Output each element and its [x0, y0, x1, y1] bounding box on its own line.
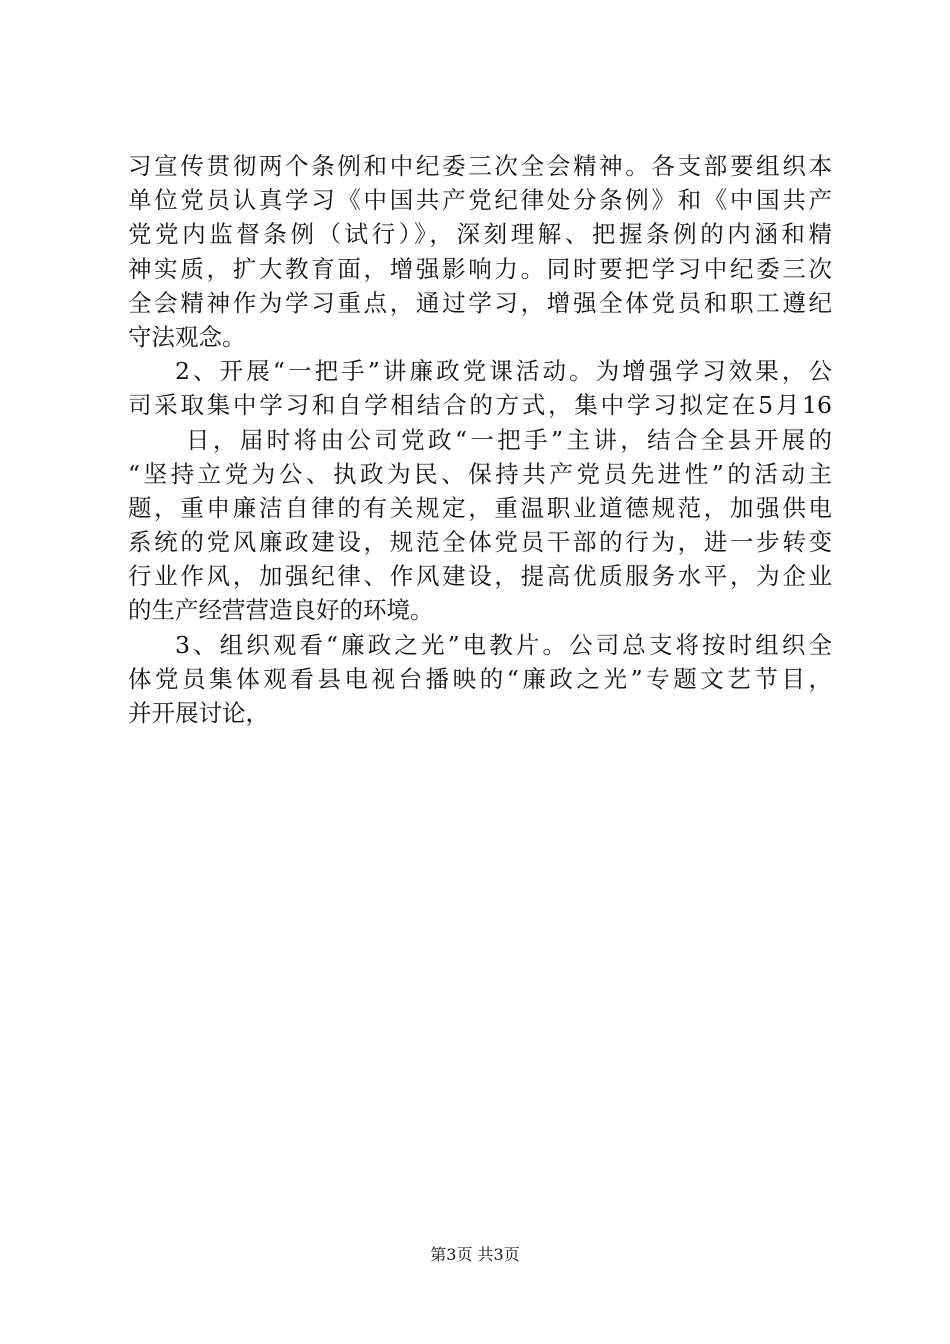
page-number-footer: 第3页 共3页 — [430, 1245, 520, 1264]
text-line: 2、开展“一把手”讲廉政党课活动。为增强学习效果，公 — [175, 357, 832, 386]
text-line: 全会精神作为学习重点，通过学习，增强全体党员和职工遵纪 — [128, 288, 832, 317]
text-line: 单位党员认真学习《中国共产党纪律处分条例》和《中国共产 — [128, 186, 832, 215]
text-line: 3、组织观看“廉政之光”电教片。公司总支将按时组织全 — [175, 630, 832, 659]
text-line: 党党内监督条例（试行）》，深刻理解、把握条例的内涵和精 — [128, 220, 832, 249]
text-line: 日，届时将由公司党政“一把手”主讲，结合全县开展的 — [186, 425, 832, 454]
text-line: 题，重申廉洁自律的有关规定，重温职业道德规范，加强供电 — [128, 493, 832, 522]
text-line: 神实质，扩大教育面，增强影响力。同时要把学习中纪委三次 — [128, 254, 832, 283]
text-line: 守法观念。 — [128, 322, 246, 351]
text-line: 司采取集中学习和自学相结合的方式，集中学习拟定在5月16 — [128, 391, 832, 420]
text-line: 习宣传贯彻两个条例和中纪委三次全会精神。各支部要组织本 — [128, 152, 832, 180]
text-line: 体党员集体观看县电视台播映的“廉政之光”专题文艺节目， — [128, 664, 832, 693]
text-line: 的生产经营营造良好的环境。 — [128, 596, 434, 625]
text-line: 并开展讨论， — [128, 699, 269, 727]
text-line: “坚持立党为公、执政为民、保持共产党员先进性”的活动主 — [128, 459, 832, 488]
text-line: 行业作风，加强纪律、作风建设，提高优质服务水平，为企业 — [128, 562, 832, 591]
document-body — [128, 149, 832, 730]
text-line: 系统的党风廉政建设，规范全体党员干部的行为，进一步转变 — [128, 528, 832, 557]
